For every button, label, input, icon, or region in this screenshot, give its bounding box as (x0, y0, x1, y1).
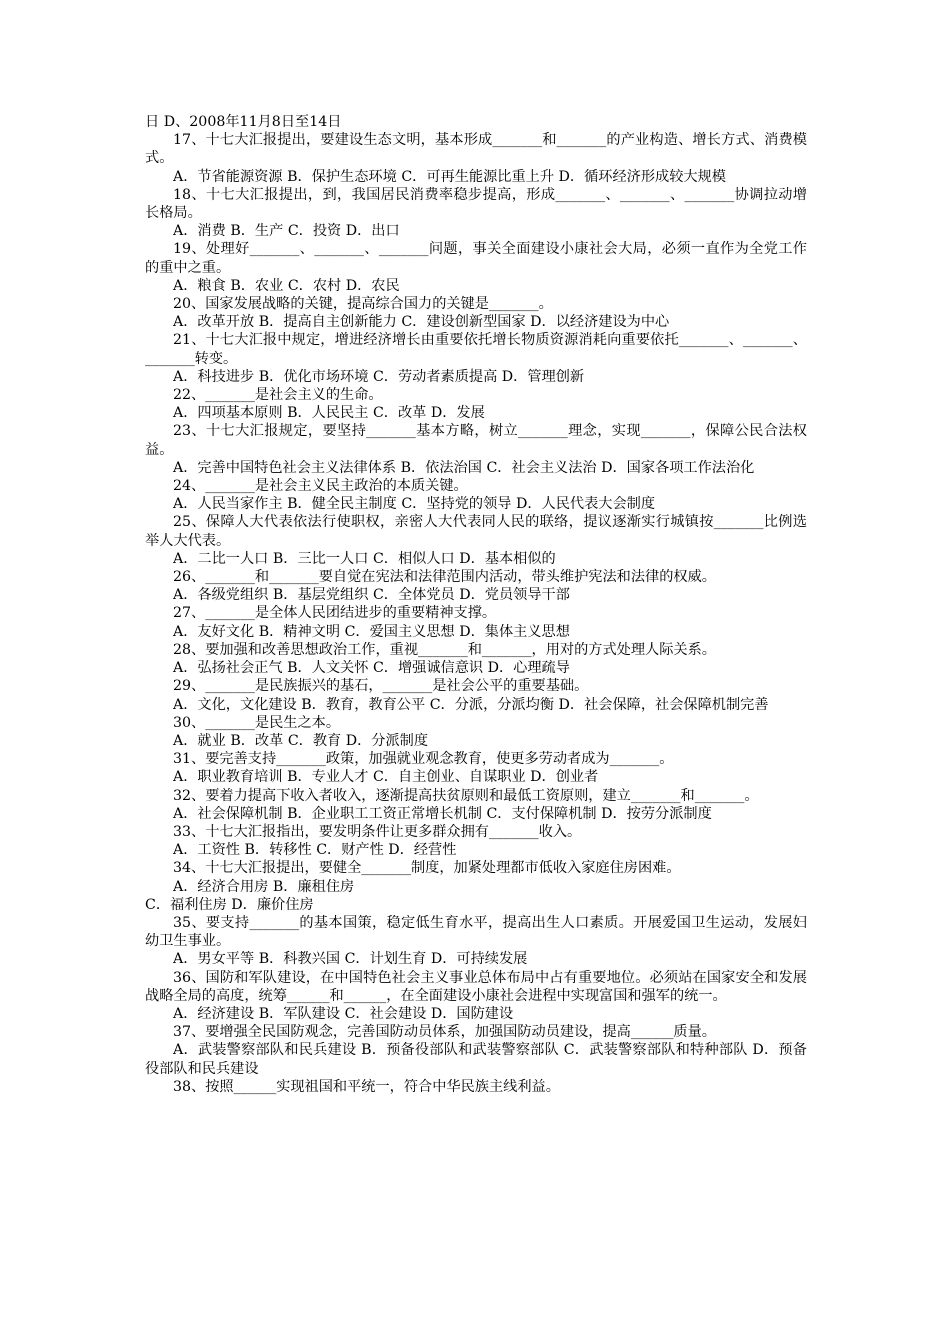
options-line: A．职业教育培训 B．专业人才 C．自主创业、自谋职业 D．创业者 (173, 769, 599, 786)
options-line: A．消费 B．生产 C．投资 D．出口 (173, 223, 400, 240)
options-line: A．文化，文化建设 B．教育，教育公平 C．分派，分派均衡 D．社会保障，社会保障机制完善 (173, 696, 769, 713)
options-line: A．经济建设 B．军队建设 C．社会建设 D．国防建设 (173, 1005, 514, 1022)
options-line: A．人民当家作主 B．健全民主制度 C．坚持党的领导 D．人民代表大会制度 (173, 496, 656, 513)
question-line: 21、十七大汇报中规定，增进经济增长由重要依托增长物质资源消耗向重要依托_______、_______、_______转变。 (145, 332, 807, 367)
options-line: A．社会保障机制 B．企业职工工资正常增长机制 C．支付保障机制 D．按劳分派制度 (173, 805, 712, 822)
document-body (145, 113, 807, 1096)
question-line: 33、十七大汇报指出，要发明条件让更多群众拥有_______收入。 (173, 823, 582, 840)
question-line: 28、要加强和改善思想政治工作，重视_______和_______，用对的方式处理人际关系。 (173, 641, 716, 658)
options-line: A．就业 B．改革 C．教育 D．分派制度 (173, 732, 429, 749)
options-line: A．工资性 B．转移性 C．财产性 D．经营性 (173, 842, 457, 859)
question-line: 38、按照______实现祖国和平统一，符合中华民族主线利益。 (173, 1078, 560, 1095)
options-line: A．弘扬社会正气 B．人文关怀 C．增强诚信意识 D．心理疏导 (173, 660, 570, 677)
question-line: 37、要增强全民国防观念，完善国防动员体系，加强国防动员建设，提高______质量。 (173, 1024, 716, 1041)
text-line: 日 D、2008年11月8日至14日 (145, 114, 342, 130)
options-line: A．科技进步 B．优化市场环境 C．劳动者素质提高 D．管理创新 (173, 368, 585, 385)
options-line: A．经济合用房 B．廉租住房 (173, 878, 355, 895)
options-line: A．二比一人口 B．三比一人口 C．相似人口 D．基本相似的 (173, 550, 556, 567)
options-line: A．男女平等 B．科教兴国 C．计划生育 D．可持续发展 (173, 951, 528, 968)
options-line: A．四项基本原则 B．人民民主 C．改革 D．发展 (173, 405, 485, 422)
question-line: 35、要支持_______的基本国策，稳定低生育水平，提高出生人口素质。开展爱国卫生运动，发展妇幼卫生事业。 (145, 914, 807, 950)
options-line: A．节省能源资源 B．保护生态环境 C．可再生能源比重上升 D．循环经济形成较大规模 (173, 168, 726, 185)
options-line: A．友好文化 B．精神文明 C．爱国主义思想 D．集体主义思想 (173, 623, 570, 640)
options-line: A．改革开放 B．提高自主创新能力 C．建设创新型国家 D．以经济建设为中心 (173, 314, 670, 331)
question-line: 27、_______是全体人民团结进步的重要精神支撑。 (173, 605, 497, 622)
question-line: 31、要完善支持_______政策，加强就业观念教育，使更多劳动者成为_______。 (173, 751, 674, 768)
question-line: 24、_______是社会主义民主政治的本质关键。 (173, 478, 468, 495)
question-line: 29、_______是民族振兴的基石，_______是社会公平的重要基础。 (173, 678, 589, 695)
question-line: 23、十七大汇报规定，要坚持_______基本方略，树立_______理念，实现_______，保障公民合法权益。 (145, 423, 807, 458)
question-line: 26、_______和_______要自觉在宪法和法律范围内活动，带头维护宪法和法律的权威。 (173, 569, 716, 586)
question-line: 32、要着力提高下收入者收入，逐渐提高扶贫原则和最低工资原则，建立_______和_______。 (173, 787, 759, 804)
options-line: A．完善中国特色社会主义法律体系 B．依法治国 C．社会主义法治 D．国家各项工作法治化 (173, 459, 755, 476)
options-line: A．粮食 B．农业 C．农村 D．农民 (173, 277, 400, 294)
question-line: 19、处理好_______、_______、_______问题，事关全面建设小康社会大局，必须一直作为全党工作的重中之重。 (145, 241, 807, 276)
options-line: A．各级党组织 B．基层党组织 C．全体党员 D．党员领导干部 (173, 587, 570, 604)
question-line: 25、保障人大代表依法行使职权，亲密人大代表同人民的联络，提议逐渐实行城镇按_______比例选举人大代表。 (145, 514, 807, 549)
question-line: 20、国家发展战略的关键，提高综合国力的关键是_______。 (173, 296, 553, 313)
question-line: 30、_______是民生之本。 (173, 714, 341, 731)
question-line: 22、_______是社会主义的生命。 (173, 387, 383, 404)
question-line: 36、国防和军队建设，在中国特色社会主义事业总体布局中占有重要地位。必须站在国家安全和发展战略全局的高度，统筹______和______，在全面建设小康社会进程中实现富国和强军的统一。 (145, 969, 807, 1004)
question-line: 34、十七大汇报提出，要健全_______制度，加紧处理都市低收入家庭住房困难。 (173, 860, 681, 877)
text-line: C．福利住房 D．廉价住房 (145, 896, 314, 913)
options-line: A．武装警察部队和民兵建设 B．预备役部队和武装警察部队 C．武装警察部队和特种部队 D．预备役部队和民兵建设 (145, 1042, 807, 1077)
question-line: 18、十七大汇报提出，到，我国居民消费率稳步提高，形成_______、_______、_______协调拉动增长格局。 (145, 186, 807, 222)
question-line: 17、十七大汇报提出，要建设生态文明，基本形成_______和_______的产业构造、增长方式、消费模式。 (145, 132, 807, 167)
